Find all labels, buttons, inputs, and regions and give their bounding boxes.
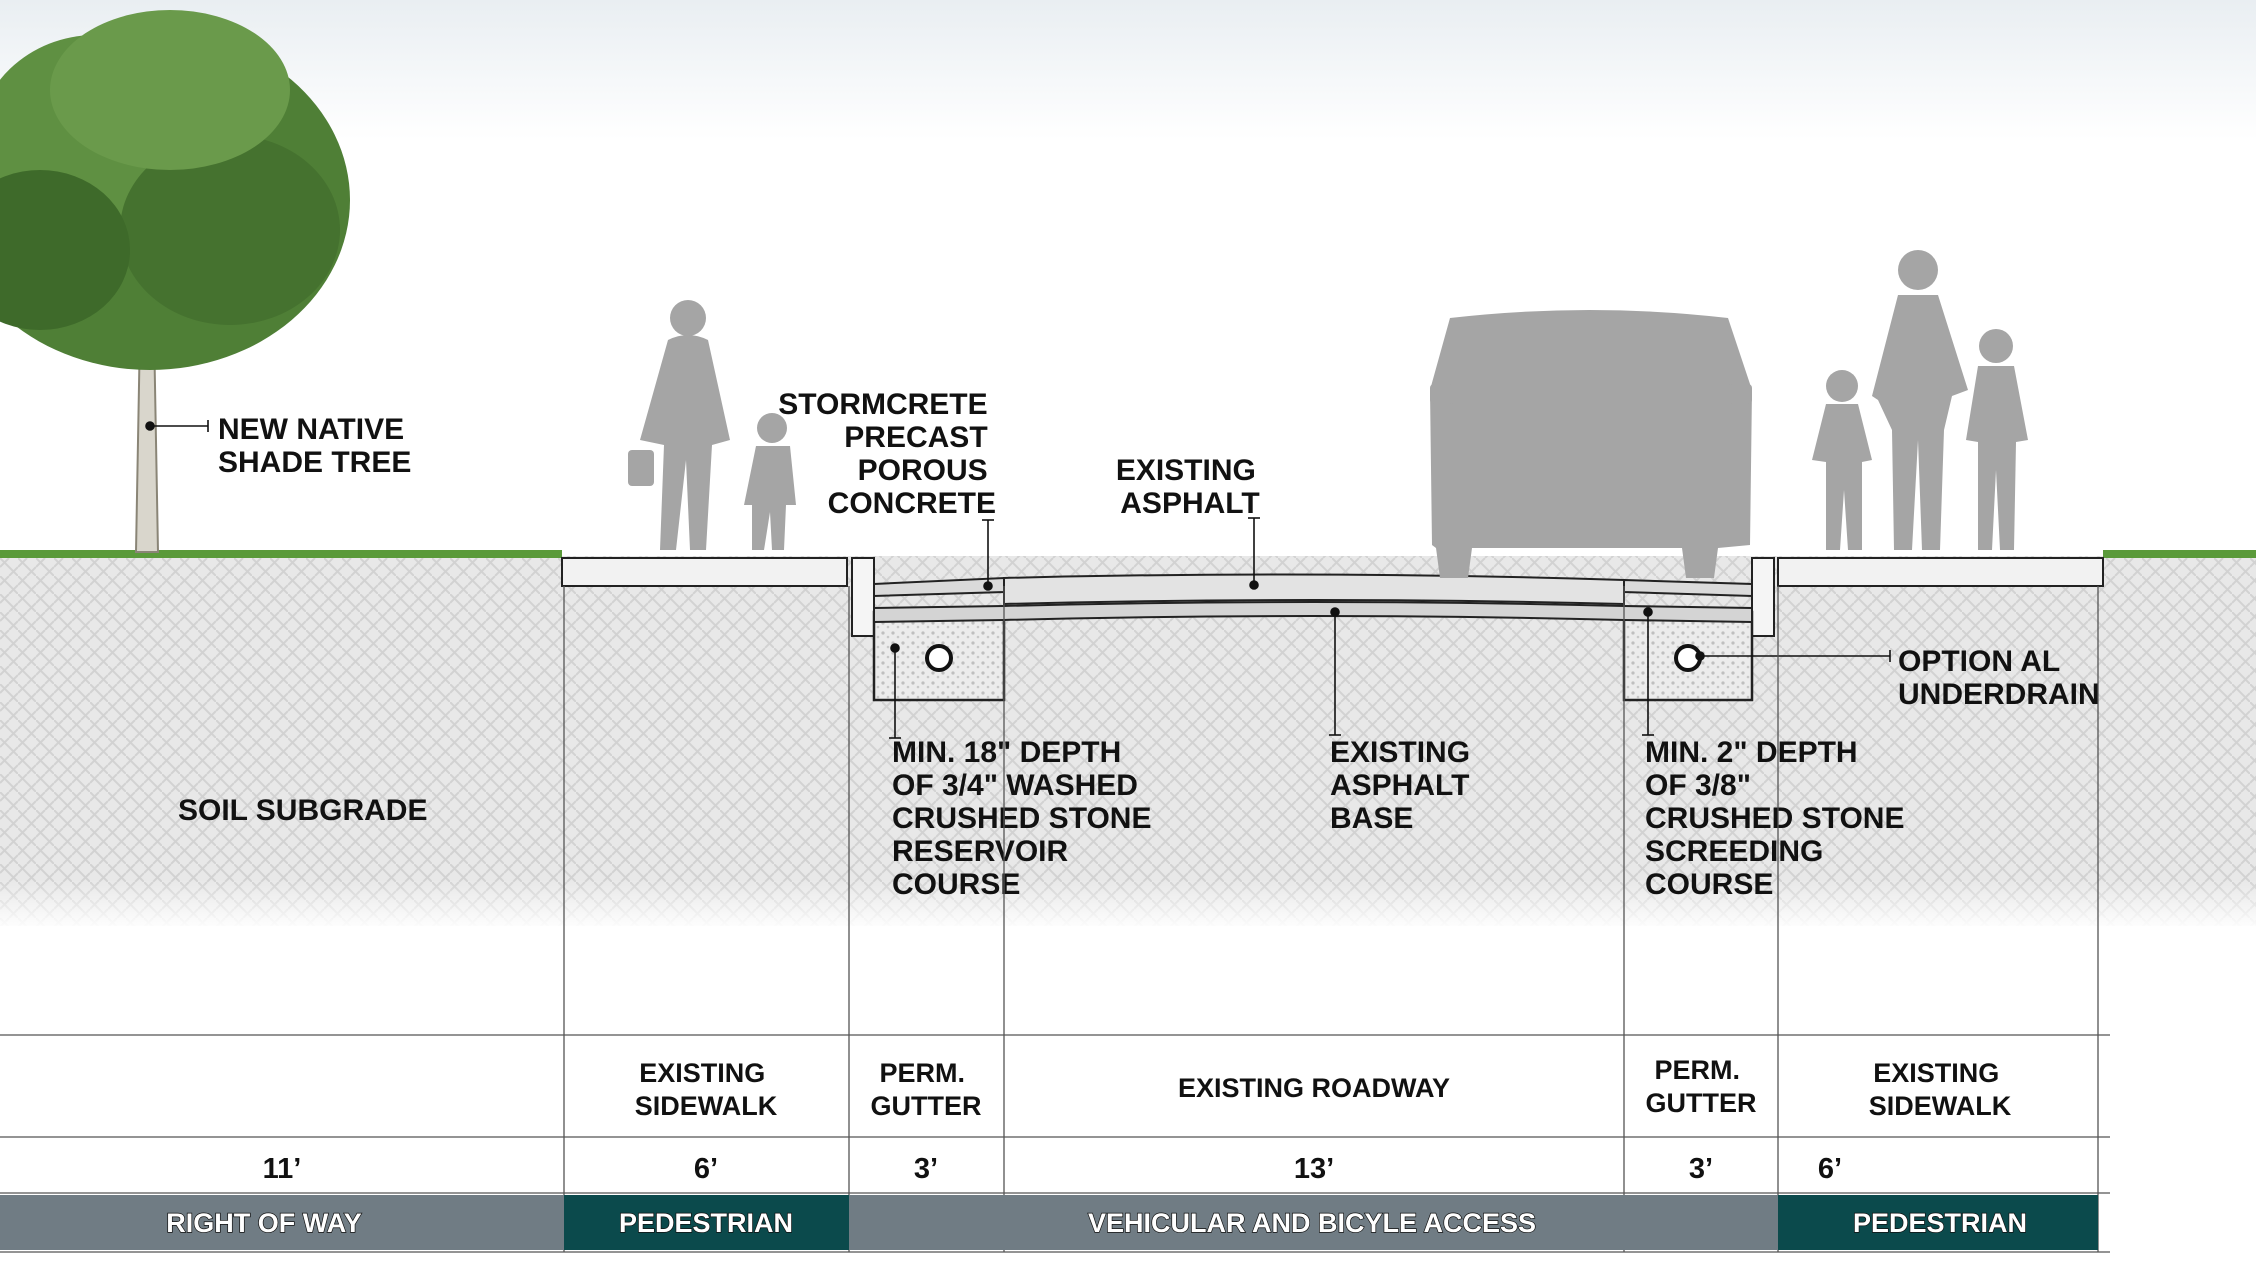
zone-label-roadway [1178,1073,1450,1103]
stormcrete-label-line: CONCRETE [827,487,996,520]
existing-asphalt-label-line: EXISTING [1115,454,1256,487]
band-label-right-of-way: RIGHT OF WAY [166,1208,362,1238]
dimension-left-gutter: 3’ [913,1153,939,1185]
stormcrete-label-line: PRECAST [844,421,988,454]
zone-label-line: EXISTING [639,1058,766,1088]
zone-label-right-sidewalk [1869,1058,2012,1121]
screeding-label-line: SCREEDING [1645,835,1824,868]
dimension-right-of-way: 11’ [262,1153,302,1185]
zone-label-line: GUTTER [870,1091,982,1121]
underdrain-label-line: OPTION AL [1898,645,2060,678]
dimension-right-gutter: 3’ [1688,1153,1714,1185]
left-curb [852,558,874,636]
zone-label-right-gutter [1646,1055,1757,1118]
existing-asphalt-label [1116,454,1264,520]
underdrain-label-line: UNDERDRAIN [1898,678,2100,711]
reservoir-label-line: COURSE [892,868,1021,901]
zone-label-line: SIDEWALK [634,1091,778,1121]
grass-right [2103,550,2256,558]
asphalt-base-label-line: ASPHALT [1330,769,1470,802]
zone-label-line: GUTTER [1645,1088,1757,1118]
band-label-pedestrian-right: PEDESTRIAN [1852,1208,2028,1238]
right-porous-concrete [1624,580,1752,596]
band-label-pedestrian-left: PEDESTRIAN [618,1208,794,1238]
dimension-right-sidewalk: 6’ [1817,1153,1843,1185]
use-bands [0,1195,2098,1250]
zone-label-line: EXISTING ROADWAY [1177,1073,1451,1103]
band-label-vehicular-bicycle: VEHICULAR AND BICYLE ACCESS [1087,1208,1537,1238]
right-curb [1752,558,1774,636]
underdrain-pipe-icon [927,646,951,670]
asphalt-base-label-line: BASE [1330,802,1414,835]
left-sidewalk-slab [562,558,847,586]
screeding-label-line: COURSE [1645,868,1774,901]
soil-subgrade-label: SOIL SUBGRADE [178,794,428,827]
screeding-label-line: MIN. 2" DEPTH [1645,736,1858,769]
asphalt-base-label-line: EXISTING [1330,736,1471,769]
screeding-label-line: OF 3/8" [1645,769,1751,802]
grass-left [0,550,562,558]
right-sidewalk-slab [1778,558,2103,586]
tree-label [218,413,412,479]
reservoir-label-line: RESERVOIR [892,835,1069,868]
reservoir-label-line: CRUSHED STONE [892,802,1152,835]
existing-asphalt-layer [1004,574,1624,604]
zone-label-left-sidewalk [635,1058,778,1121]
reservoir-label-line: OF 3/4" WASHED [892,769,1138,802]
zone-label-line: PERM. [879,1058,965,1088]
tree-label-line: SHADE TREE [218,446,412,479]
stormcrete-label-line: POROUS [857,454,988,487]
tree-label-line: NEW NATIVE [218,413,405,446]
reservoir-label-line: MIN. 18" DEPTH [892,736,1122,769]
car-icon [1430,310,1752,578]
zone-label-line: PERM. [1654,1055,1740,1085]
stormcrete-label-line: STORMCRETE [778,388,988,421]
dimension-roadway: 13’ [1293,1153,1335,1185]
dimension-left-sidewalk: 6’ [693,1153,719,1185]
zone-label-line: EXISTING [1873,1058,2000,1088]
zone-label-line: SIDEWALK [1868,1091,2012,1121]
existing-asphalt-label-line: ASPHALT [1120,487,1260,520]
screeding-label-line: CRUSHED STONE [1645,802,1905,835]
zone-label-left-gutter [871,1058,982,1121]
